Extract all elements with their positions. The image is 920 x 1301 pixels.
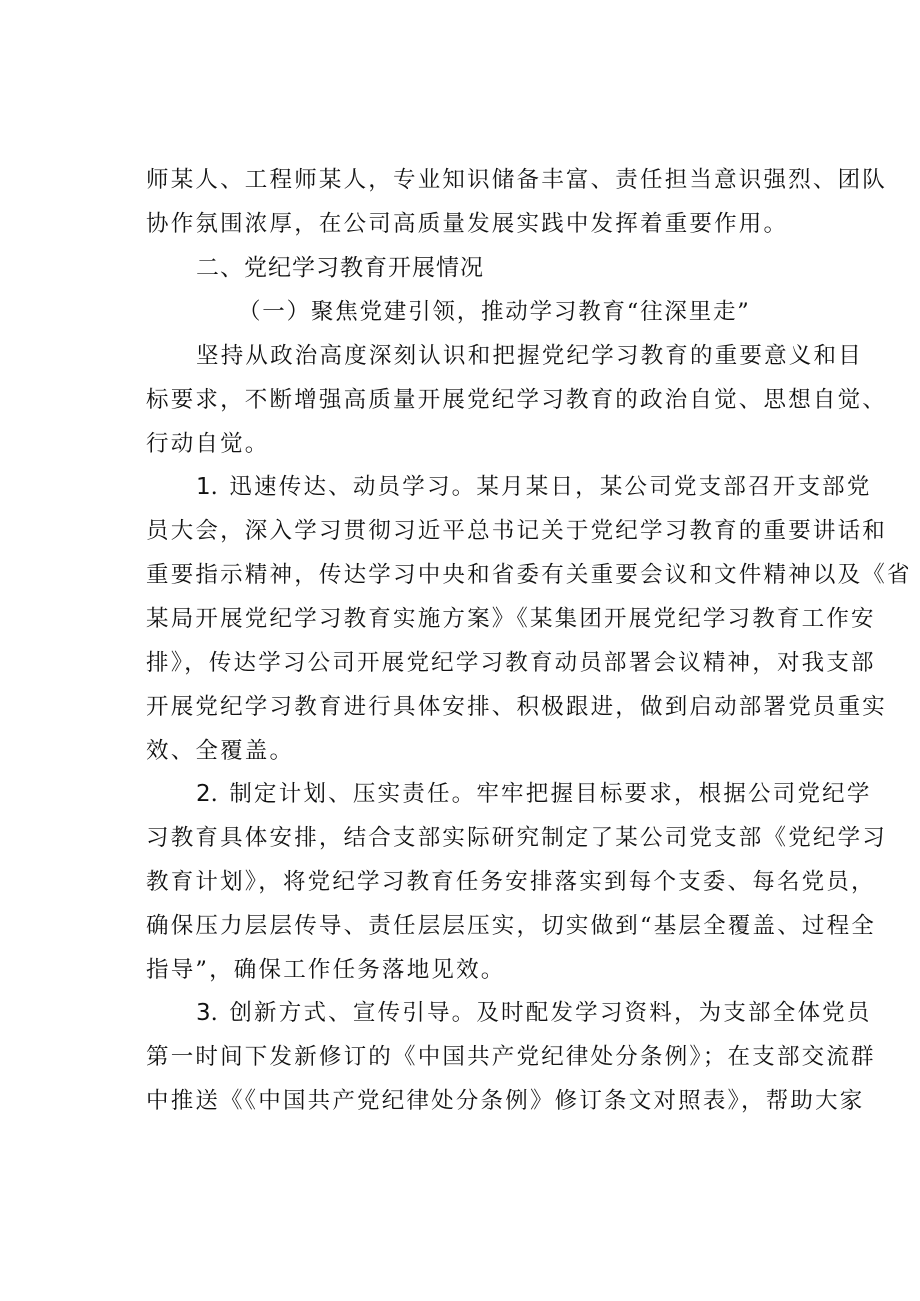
intro-line-2: 协作氛围浓厚，在公司高质量发展实践中发挥着重要作用。 <box>146 211 789 237</box>
item-3-number: 3 <box>196 1000 211 1026</box>
item-2-first-text: . 制定计划、压实责任。牢牢把握目标要求，根据公司党纪学 <box>210 781 872 807</box>
para-1-line-1: 坚持从政治高度深刻认识和把握党纪学习教育的重要意义和目 <box>196 343 863 369</box>
item-2-first-line <box>196 779 872 809</box>
item-1-line-6: 开展党纪学习教育进行具体安排、积极跟进，做到启动部署党员重实 <box>146 694 888 720</box>
item-3-line-3: 中推送《《中国共产党纪律处分条例》修订条文对照表》，帮助大家 <box>146 1088 865 1114</box>
item-1-line-2: 员大会，深入学习贯彻习近平总书记关于党纪学习教育的重要讲话和 <box>146 518 888 544</box>
item-2-line-3: 教育计划》，将党纪学习教育任务安排落实到每个支委、每名党员， <box>146 869 876 895</box>
item-3-line-2: 第一时间下发新修订的《中国共产党纪律处分条例》；在支部交流群 <box>146 1044 876 1070</box>
item-2-line-4: 确保压力层层传导、责任层层压实，切实做到“基层全覆盖、过程全 <box>146 913 877 939</box>
subsection-heading: （一）聚焦党建引领，推动学习教育“往深里走” <box>238 299 751 325</box>
item-1-line-7: 效、全覆盖。 <box>146 738 295 764</box>
item-1-first-line <box>196 472 872 502</box>
item-1-line-3: 重要指示精神，传达学习中央和省委有关重要会议和文件精神以及《省 <box>146 562 912 588</box>
section-heading: 二、党纪学习教育开展情况 <box>196 255 484 281</box>
item-1-line-4: 某局开展党纪学习教育实施方案》《某集团开展党纪学习教育工作安 <box>146 606 876 632</box>
item-2-line-2: 习教育具体安排，结合支部实际研究制定了某公司党支部《党纪学习 <box>146 825 888 851</box>
item-3-first-line <box>196 998 872 1028</box>
intro-line-1: 师某人、工程师某人，专业知识储备丰富、责任担当意识强烈、团队 <box>146 167 888 193</box>
item-1-first-text: . 迅速传达、动员学习。某月某日，某公司党支部召开支部党 <box>210 474 872 500</box>
item-1-line-5: 排》，传达学习公司开展党纪学习教育动员部署会议精神，对我支部 <box>146 650 876 676</box>
item-2-number: 2 <box>196 781 211 807</box>
para-1-line-3: 行动自觉。 <box>146 431 270 457</box>
item-3-first-text: . 创新方式、宣传引导。及时配发学习资料，为支部全体党员 <box>210 1000 872 1026</box>
item-2-line-5: 指导”，确保工作任务落地见效。 <box>146 957 506 983</box>
item-1-number: 1 <box>196 474 211 500</box>
para-1-line-2: 标要求，不断增强高质量开展党纪学习教育的政治自觉、思想自觉、 <box>146 387 888 413</box>
